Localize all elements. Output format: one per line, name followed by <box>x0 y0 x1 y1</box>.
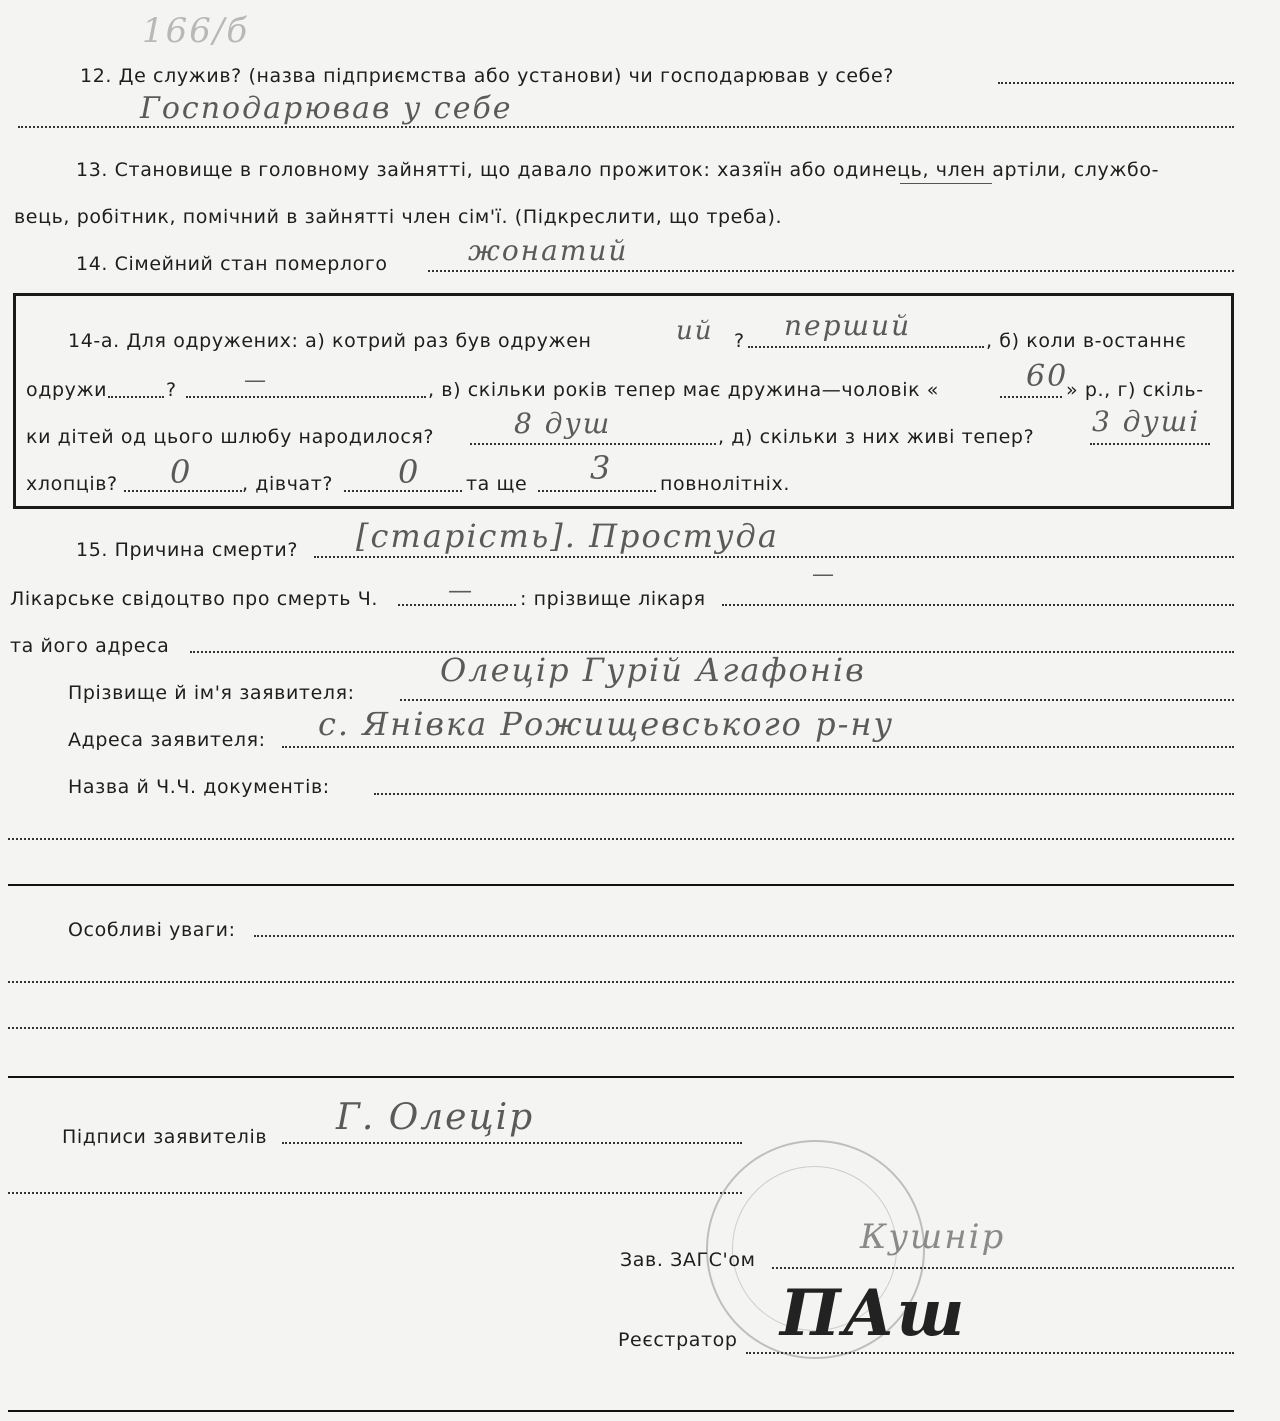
q14-answer: жонатий <box>468 234 629 267</box>
q14a-line2-c: » р., г) скіль- <box>1066 379 1204 401</box>
applicant-address-line <box>282 746 1234 748</box>
q14a-times-answer: перший <box>784 309 912 342</box>
applicants-signature: Г. Олецір <box>336 1097 535 1138</box>
q13-line2: вець, робітник, помічний в зайнятті член сім'ї. (Підкреслити, що треба). <box>14 206 783 228</box>
remarks-label: Особливі уваги: <box>68 919 236 941</box>
q14a-box <box>13 293 1234 509</box>
q15-label: 15. Причина смерти? <box>76 539 299 561</box>
q14a-times-line <box>748 346 984 348</box>
applicants-signature-line-2 <box>8 1192 742 1194</box>
doctor-line <box>722 604 1234 606</box>
q14a-line1-q: ? <box>734 330 745 352</box>
q15-answer: [старість]. Простуда <box>356 517 779 555</box>
q12-answer-line <box>18 126 1234 128</box>
q14a-born-line <box>470 443 716 445</box>
q12-answer: Господарював у себе <box>140 91 513 126</box>
q15-fill-line <box>314 556 1234 558</box>
documents-line-2 <box>8 838 1234 840</box>
q14a-children-alive: 3 душі <box>1092 405 1201 438</box>
documents-label: Назва й Ч.Ч. документів: <box>68 776 330 798</box>
q14a-spouse-age: 60 <box>1026 359 1069 394</box>
applicant-name-label: Прізвище й ім'я заявителя: <box>68 682 355 704</box>
zags-head-label: Зав. ЗАГС'ом <box>620 1249 756 1271</box>
q14a-age-line <box>1000 396 1062 398</box>
applicant-address-label: Адреса заявителя: <box>68 729 266 751</box>
q14a-line4-d: повнолітніх. <box>660 473 790 495</box>
registrar-line <box>746 1352 1234 1354</box>
q14-label: 14. Сімейний стан померлого <box>76 253 388 275</box>
q14a-adults: 3 <box>590 449 613 487</box>
q14a-alive-line <box>1090 443 1210 445</box>
medical-number: — <box>448 576 474 604</box>
bottom-rule <box>8 1410 1234 1412</box>
q14a-married-line-1 <box>108 396 164 398</box>
zags-head-signature: Кушнір <box>860 1217 1006 1257</box>
q14a-times-suffix: ий <box>676 316 714 346</box>
q14a-children-born: 8 душ <box>514 407 612 440</box>
applicants-signature-label: Підписи заявителів <box>62 1126 268 1148</box>
q14a-married-line-2 <box>186 396 426 398</box>
applicants-signature-line <box>282 1142 742 1144</box>
remarks-line-1 <box>254 935 1234 937</box>
q14a-line2-q: ? <box>166 379 177 401</box>
q14a-line3-a: ки дітей од цього шлюбу народилося? <box>26 426 435 448</box>
q14a-line1-a: 14-а. Для одружених: а) котрий раз був одружен <box>68 330 592 352</box>
doctor-dash: — <box>812 562 836 587</box>
q14a-line4-b: , дівчат? <box>242 473 334 495</box>
medical-number-line <box>398 604 516 606</box>
q14a-married-dash: — <box>244 368 268 393</box>
q13-line1: 13. Становище в головному зайнятті, що давало прожиток: хазяїн або одинець, член артіли, службо- <box>76 159 1160 181</box>
section-divider-2 <box>8 1076 1234 1078</box>
medical-label-b: : прізвище лікаря <box>520 588 706 610</box>
q14-fill-line <box>428 270 1234 272</box>
applicant-name-line <box>400 699 1234 701</box>
remarks-line-2 <box>8 981 1234 983</box>
q14a-line2-a: одружи <box>26 379 108 401</box>
section-divider-1 <box>8 884 1234 886</box>
q14a-line4-c: та ще <box>466 473 528 495</box>
q14a-line1-b: , б) коли в-останнє <box>986 330 1187 352</box>
documents-line <box>374 793 1234 795</box>
q12-fill-line <box>998 82 1234 84</box>
applicant-address-value: с. Янівка Рожищевського р-ну <box>318 705 895 743</box>
q14a-line4-a: хлопців? <box>26 473 118 495</box>
q12-label: 12. Де служив? (назва підприємства або установи) чи господарював у себе? <box>80 65 894 87</box>
q14a-girls: 0 <box>398 453 421 491</box>
q14a-boys: 0 <box>170 453 193 491</box>
corner-note: 166/б <box>142 11 250 51</box>
medical-label-a: Лікарське свідоцтво про смерть Ч. <box>10 588 378 610</box>
zags-head-line <box>772 1267 1234 1269</box>
q14a-line3-b: , д) скільки з них живі тепер? <box>718 426 1035 448</box>
q14a-adults-line <box>538 490 656 492</box>
q14a-line2-b: , в) скільки років тепер має дружина—чоловік « <box>428 379 940 401</box>
doctor-address-label: та його адреса <box>10 635 170 657</box>
remarks-line-3 <box>8 1027 1234 1029</box>
applicant-name-value: Олецір Гурій Агафонів <box>440 651 866 689</box>
registrar-label: Реєстратор <box>618 1329 738 1351</box>
registrar-signature: ПАш <box>780 1276 967 1351</box>
q13-underline <box>900 183 992 184</box>
